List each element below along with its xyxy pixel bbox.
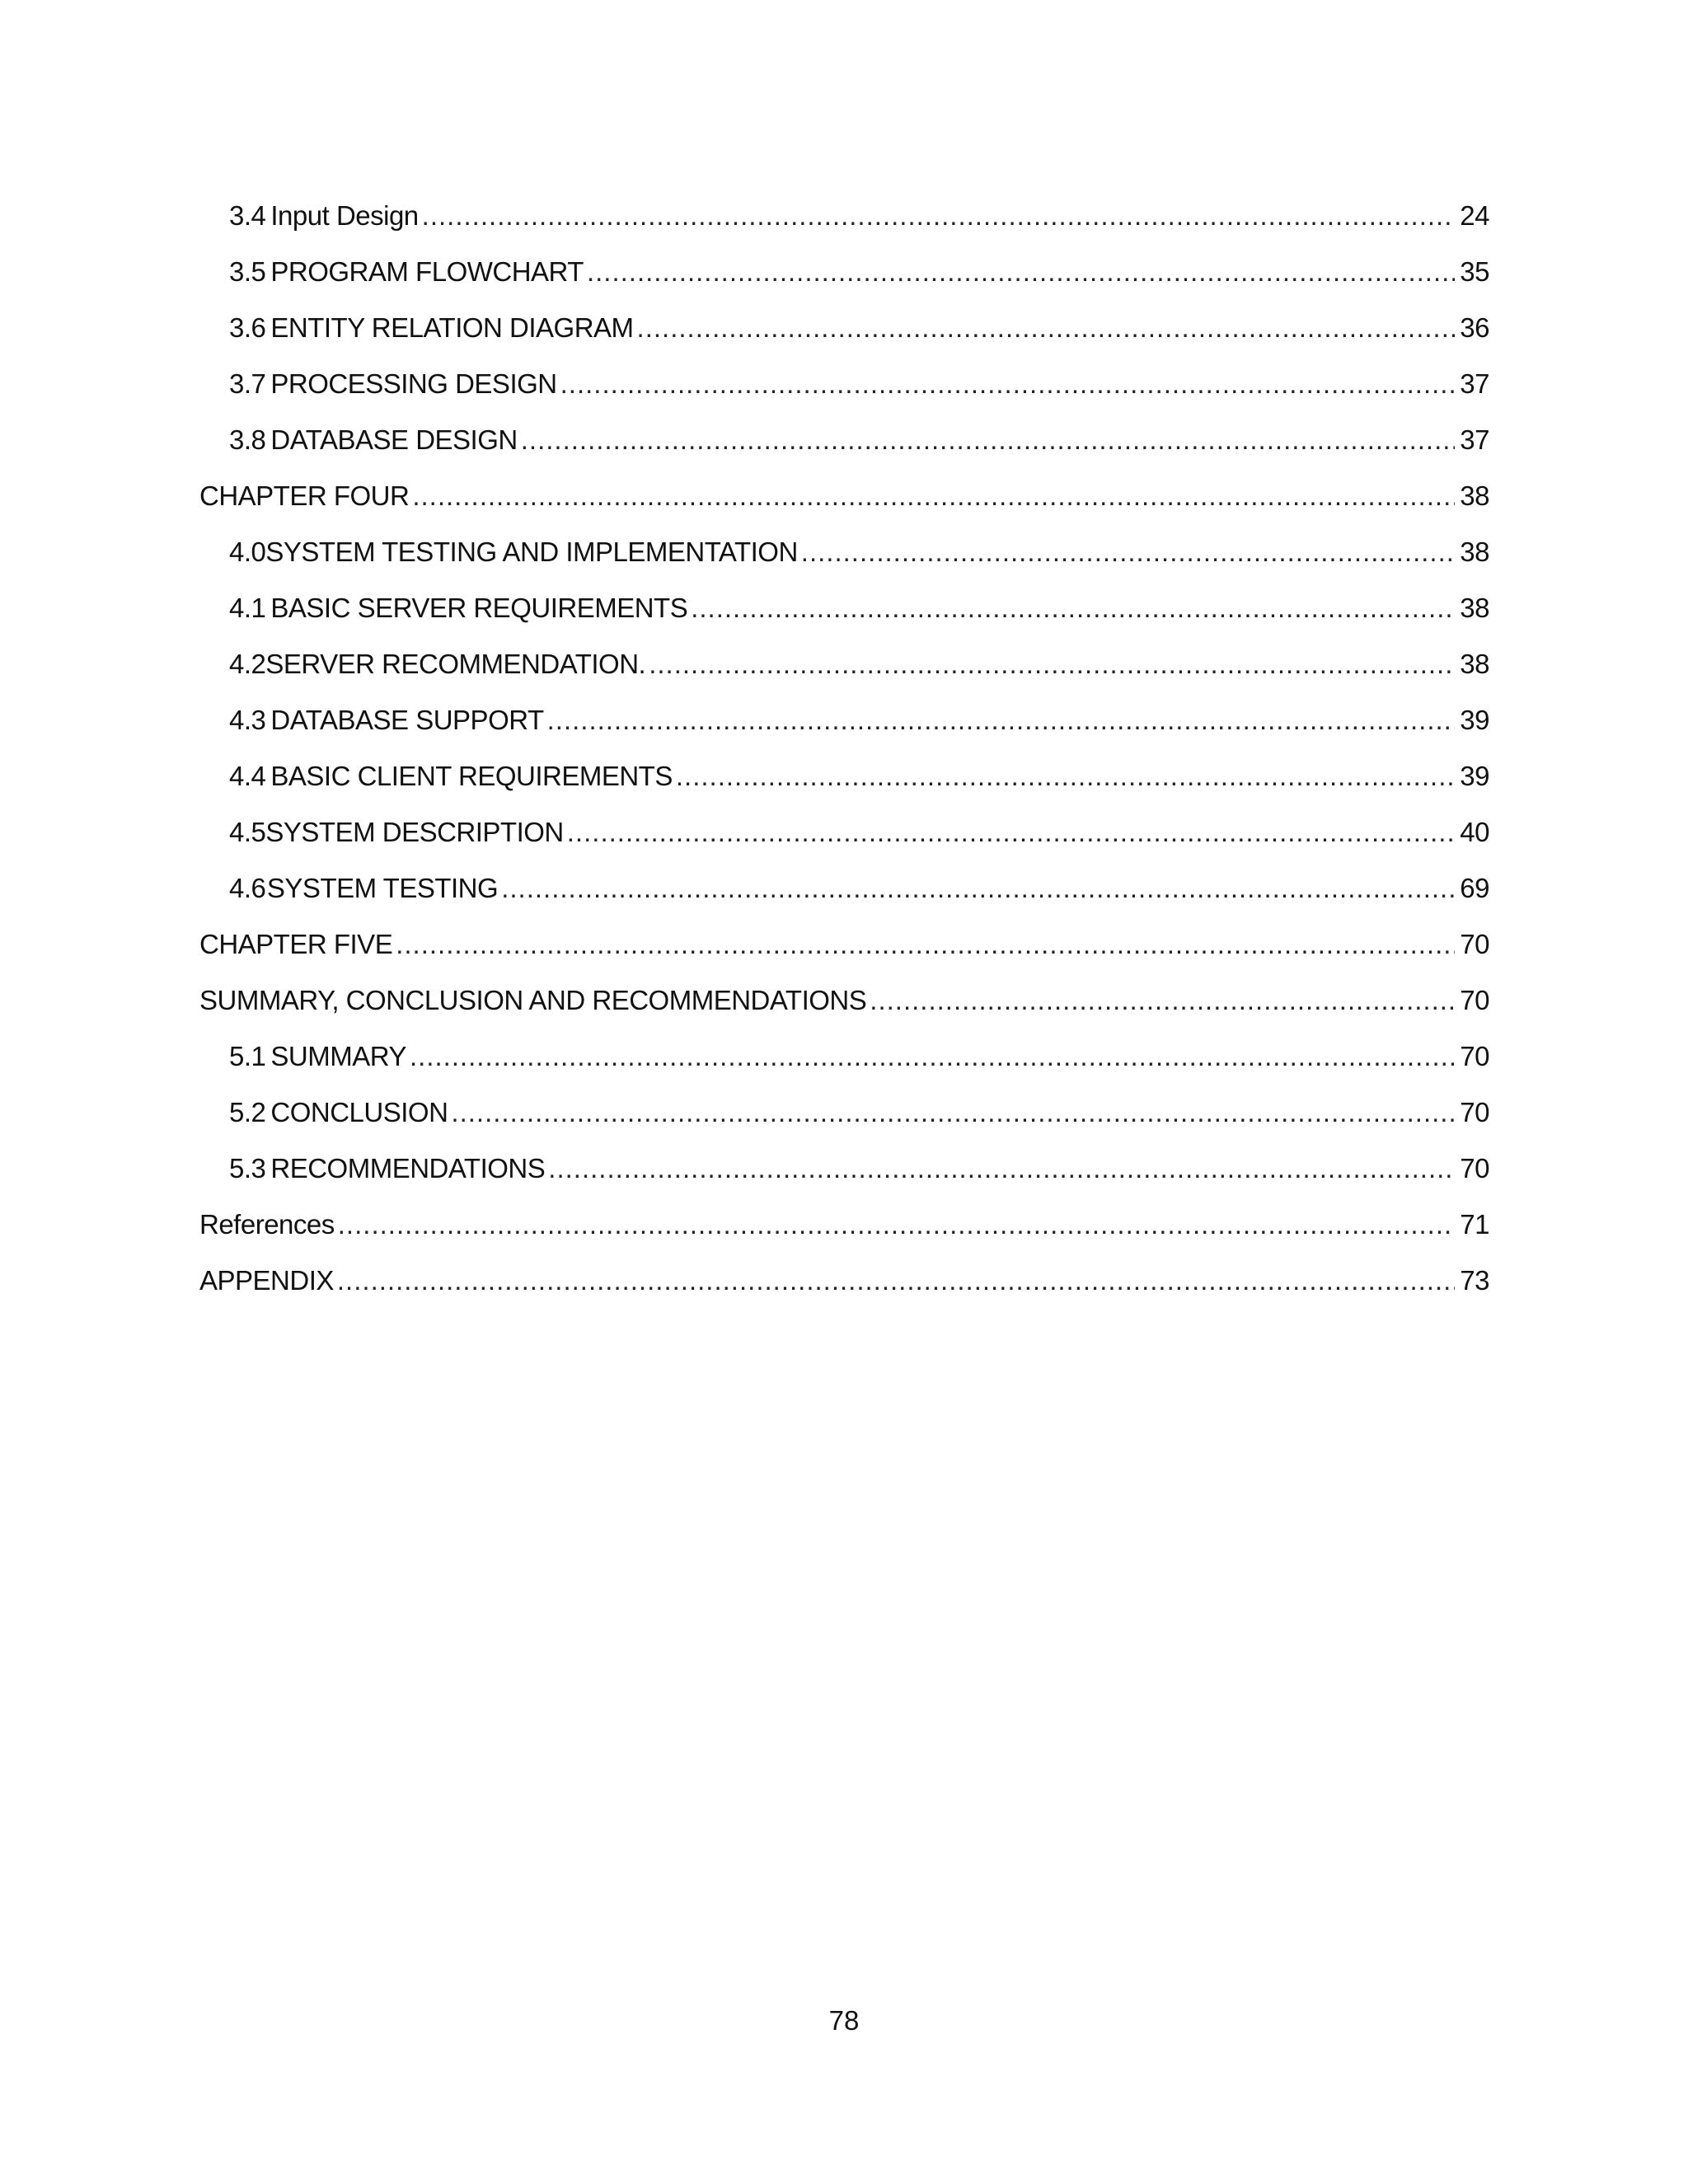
toc-entry-number: 4.5 (229, 817, 266, 847)
toc-dot-leader (587, 249, 1455, 295)
table-of-contents (199, 193, 1489, 1314)
toc-entry[interactable] (199, 1258, 1489, 1314)
toc-entry-title: SERVER RECOMMENDATION. (265, 649, 646, 679)
toc-entry-number: 5.2 (229, 1097, 266, 1127)
toc-entry-number: 4.1 (229, 593, 266, 623)
toc-entry-title: PROCESSING DESIGN (270, 368, 557, 399)
toc-entry-number: 4.2 (229, 649, 266, 679)
toc-entry-number: 5.1 (229, 1041, 266, 1071)
toc-entry-number: 3.4 (229, 200, 266, 231)
toc-entry-page: 36 (1460, 312, 1489, 343)
toc-dot-leader (560, 361, 1455, 407)
toc-entry-page: 70 (1460, 985, 1489, 1015)
toc-entry-page: 70 (1460, 1153, 1489, 1183)
toc-entry[interactable] (199, 1033, 1489, 1090)
toc-dot-leader (548, 1146, 1455, 1192)
toc-entry-title: RECOMMENDATIONS (270, 1153, 546, 1183)
toc-entry-number: 4.0 (229, 537, 266, 567)
toc-entry-page: 37 (1460, 368, 1489, 399)
toc-dot-leader (337, 1258, 1455, 1304)
toc-entry[interactable] (199, 1090, 1489, 1146)
toc-entry[interactable] (199, 753, 1489, 809)
toc-entry-page: 70 (1460, 929, 1489, 959)
toc-dot-leader (676, 753, 1455, 799)
toc-dot-leader (412, 473, 1455, 519)
toc-entry-title: SUMMARY (270, 1041, 406, 1071)
toc-entry[interactable] (199, 417, 1489, 473)
toc-entry-number: 4.6 (229, 873, 266, 903)
toc-entry-title: BASIC CLIENT REQUIREMENTS (270, 761, 673, 791)
toc-dot-leader (501, 865, 1455, 912)
toc-entry[interactable] (199, 1146, 1489, 1202)
toc-entry-page: 24 (1460, 200, 1489, 231)
toc-dot-leader (801, 529, 1455, 575)
toc-entry-number: 3.6 (229, 312, 266, 343)
toc-entry-title: DATABASE DESIGN (270, 424, 518, 455)
toc-dot-leader (451, 1090, 1455, 1136)
toc-entry-page: 70 (1460, 1097, 1489, 1127)
toc-entry-number: 3.5 (229, 256, 266, 287)
toc-dot-leader (637, 305, 1455, 351)
toc-entry[interactable] (199, 193, 1489, 249)
toc-entry-page: 71 (1460, 1209, 1489, 1240)
toc-entry[interactable] (199, 865, 1489, 921)
page-number: 78 (828, 2005, 860, 2036)
toc-entry-title: DATABASE SUPPORT (270, 705, 544, 735)
toc-entry-title: SYSTEM DESCRIPTION (265, 817, 564, 847)
toc-dot-leader (547, 697, 1455, 743)
toc-entry-number: 3.7 (229, 368, 266, 399)
toc-dot-leader (567, 809, 1455, 855)
toc-entry-number: 5.3 (229, 1153, 266, 1183)
toc-dot-leader (870, 977, 1455, 1024)
toc-dot-leader (422, 193, 1455, 239)
toc-entry-title: SYSTEM TESTING (266, 873, 499, 903)
toc-dot-leader (396, 921, 1455, 968)
toc-dot-leader (338, 1202, 1455, 1248)
toc-entry-page: 38 (1460, 537, 1489, 567)
toc-entry-page: 37 (1460, 424, 1489, 455)
toc-entry-title: CONCLUSION (270, 1097, 448, 1127)
toc-entry-page: 39 (1460, 705, 1489, 735)
toc-entry-number: 4.4 (229, 761, 266, 791)
toc-entry-page: 38 (1460, 593, 1489, 623)
toc-entry-title: CHAPTER FIVE (199, 929, 393, 959)
toc-entry-page: 70 (1460, 1041, 1489, 1071)
toc-entry[interactable] (199, 473, 1489, 529)
toc-dot-leader (691, 585, 1455, 631)
toc-entry-title: APPENDIX (199, 1265, 334, 1296)
toc-entry[interactable] (199, 1202, 1489, 1258)
toc-entry-page: 73 (1460, 1265, 1489, 1296)
toc-entry[interactable] (199, 977, 1489, 1033)
toc-entry-title: Input Design (270, 200, 419, 231)
toc-entry-number: 3.8 (229, 424, 266, 455)
toc-entry[interactable] (199, 809, 1489, 865)
toc-entry[interactable] (199, 361, 1489, 417)
toc-entry[interactable] (199, 529, 1489, 585)
toc-entry-page: 40 (1460, 817, 1489, 847)
toc-entry-title: SUMMARY, CONCLUSION AND RECOMMENDATIONS (199, 985, 867, 1015)
toc-entry-number: 4.3 (229, 705, 266, 735)
toc-dot-leader (410, 1033, 1455, 1080)
toc-entry-page: 38 (1460, 480, 1489, 511)
toc-entry[interactable] (199, 305, 1489, 361)
toc-entry-page: 69 (1460, 873, 1489, 903)
toc-entry[interactable] (199, 641, 1489, 697)
toc-entry-title: PROGRAM FLOWCHART (270, 256, 584, 287)
toc-entry[interactable] (199, 249, 1489, 305)
toc-entry-page: 35 (1460, 256, 1489, 287)
toc-entry-title: ENTITY RELATION DIAGRAM (270, 312, 634, 343)
toc-dot-leader (649, 641, 1455, 687)
toc-entry-page: 38 (1460, 649, 1489, 679)
toc-entry-title: CHAPTER FOUR (199, 480, 410, 511)
toc-entry-title: BASIC SERVER REQUIREMENTS (270, 593, 688, 623)
toc-dot-leader (521, 417, 1455, 463)
toc-entry-title: References (199, 1209, 335, 1240)
toc-entry-page: 39 (1460, 761, 1489, 791)
toc-entry-title: SYSTEM TESTING AND IMPLEMENTATION (265, 537, 798, 567)
toc-entry[interactable] (199, 585, 1489, 641)
toc-entry[interactable] (199, 697, 1489, 753)
toc-entry[interactable] (199, 921, 1489, 977)
